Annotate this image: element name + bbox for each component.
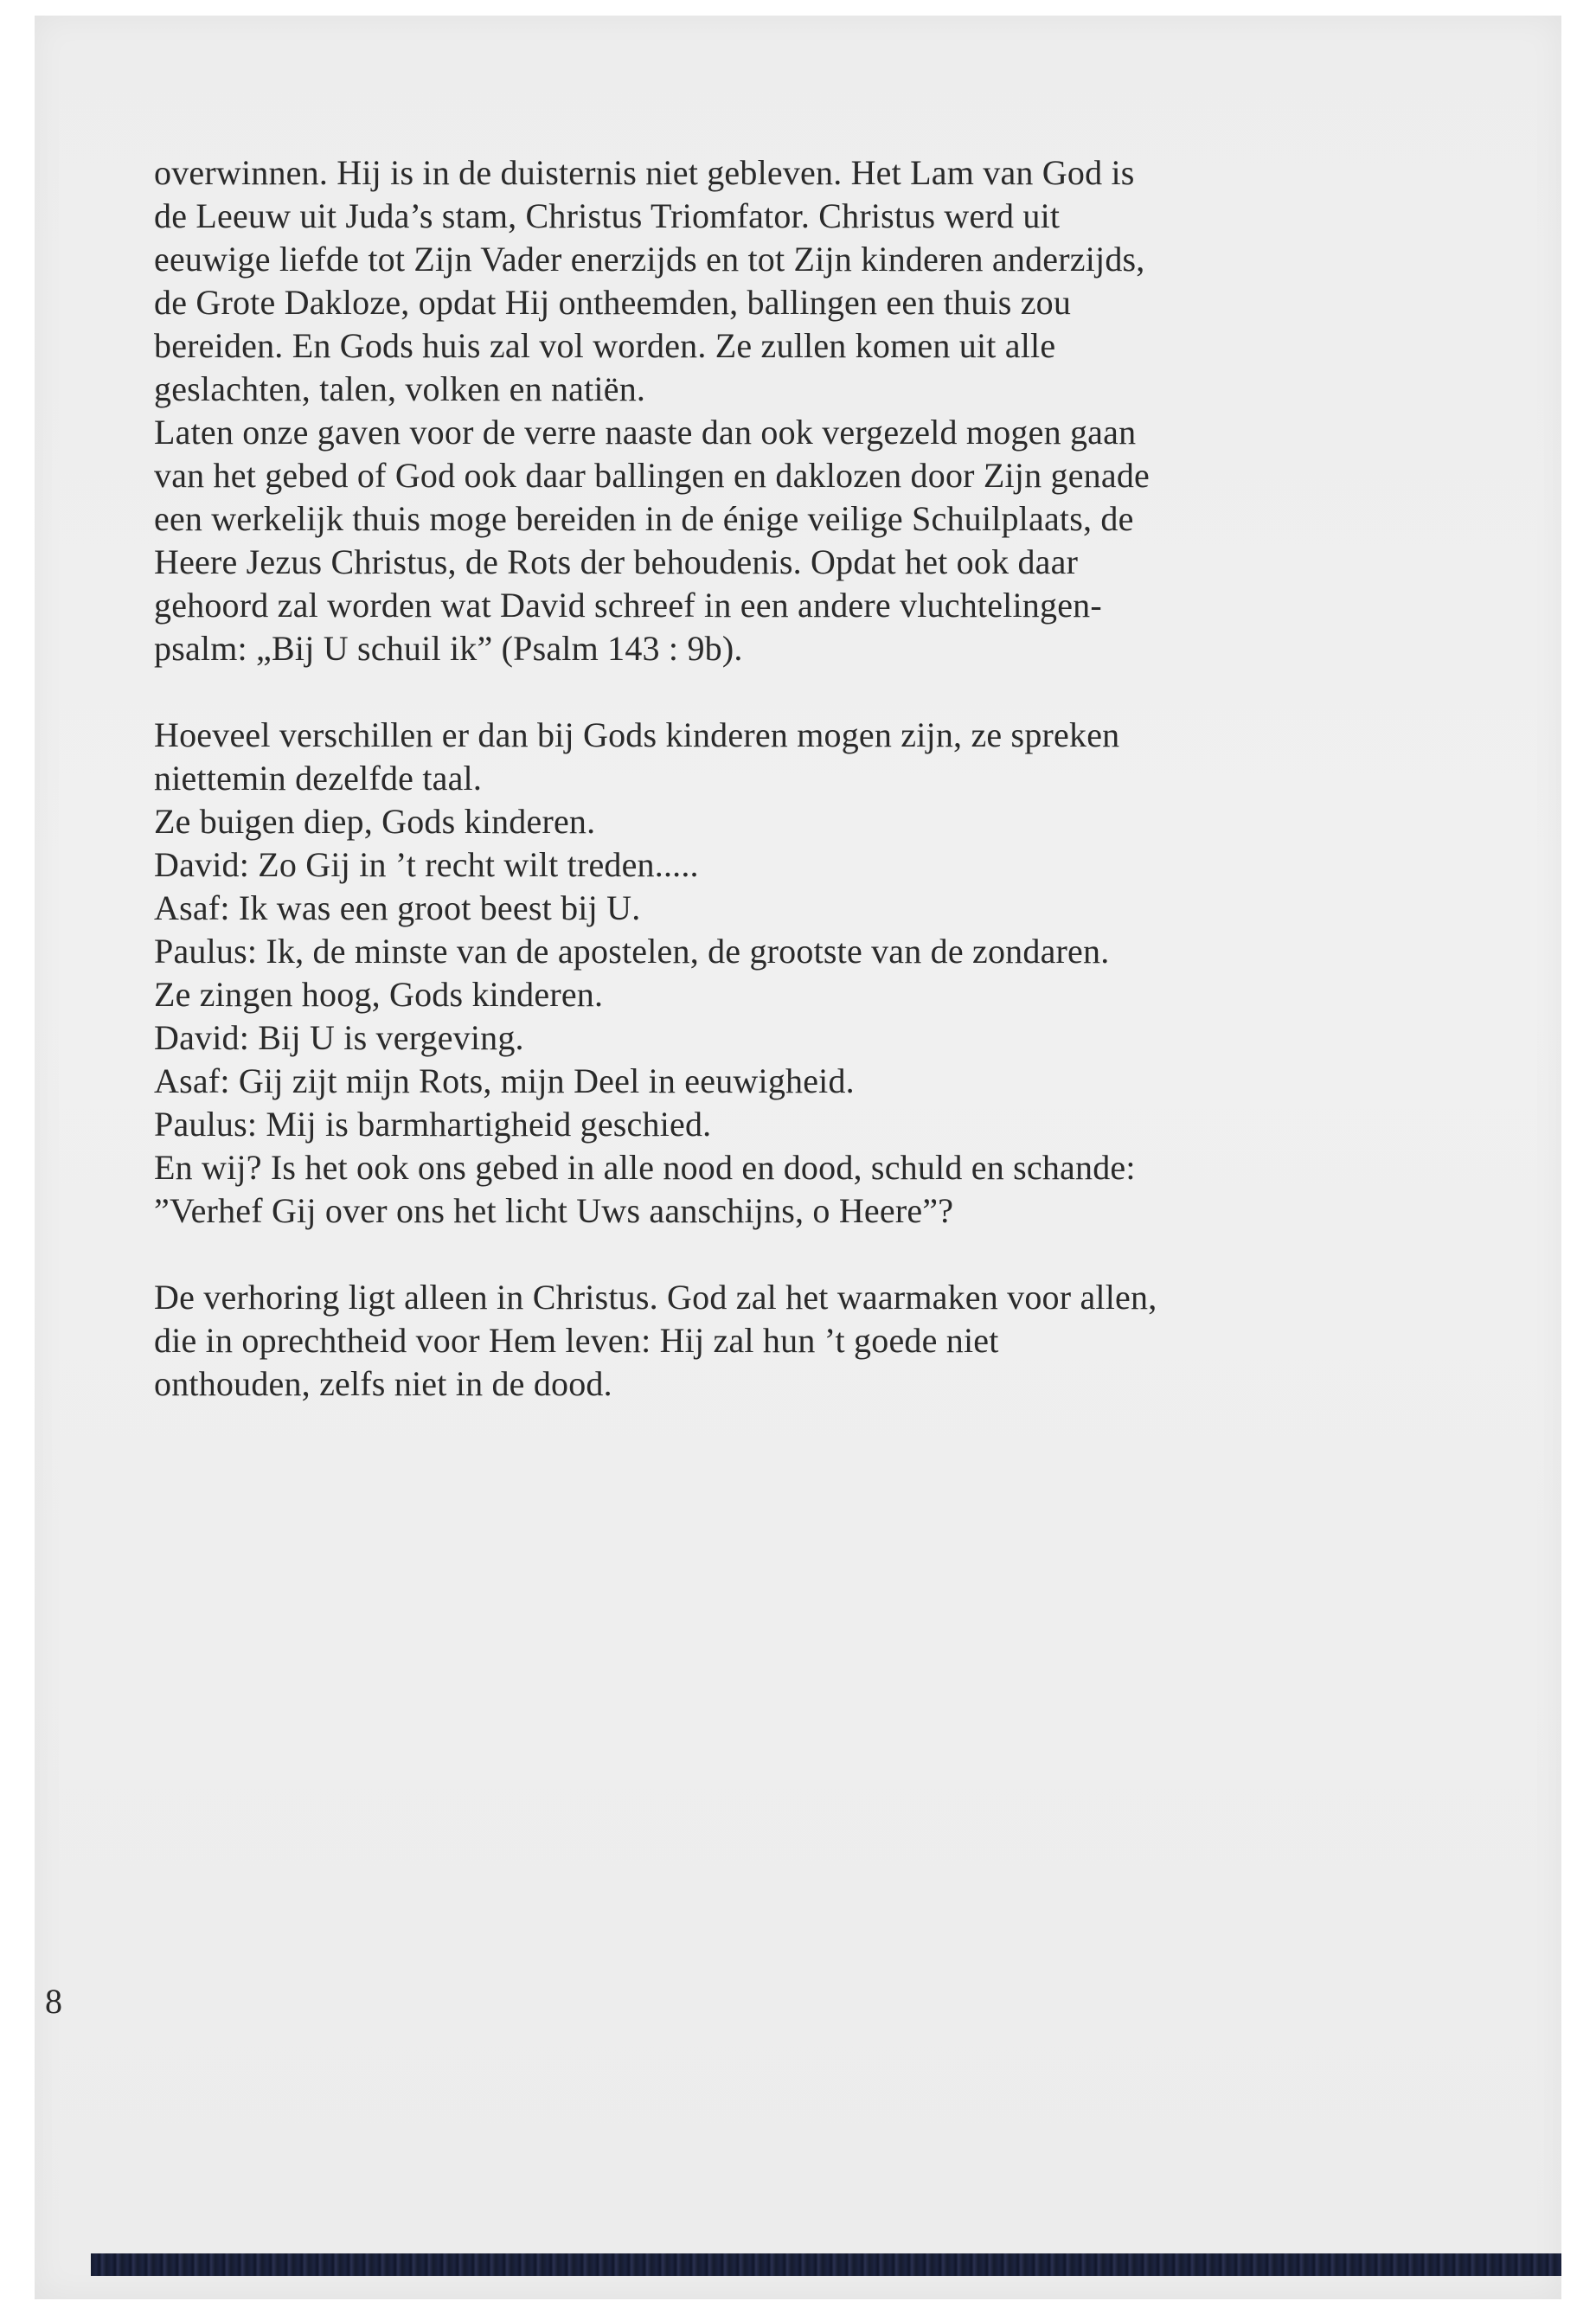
text-line: De verhoring ligt alleen in Christus. God zal het waarmaken voor allen, xyxy=(154,1278,1157,1317)
text-line: geslachten, talen, volken en natiën. xyxy=(154,369,646,408)
text-line: Asaf: Gij zijt mijn Rots, mijn Deel in eeuwigheid. xyxy=(154,1061,855,1100)
page-number: 8 xyxy=(45,1982,62,2021)
text-line: David: Bij U is vergeving. xyxy=(154,1018,524,1057)
text-line: Paulus: Ik, de minste van de apostelen, de grootste van de zondaren. xyxy=(154,932,1110,971)
page-bottom-edge xyxy=(91,2253,1561,2276)
paragraph-gap xyxy=(154,670,1417,714)
text-line: een werkelijk thuis moge bereiden in de énige veilige Schuilplaats, de xyxy=(154,499,1134,538)
paragraph-1 xyxy=(154,151,1417,670)
text-line: En wij? Is het ook ons gebed in alle nood en dood, schuld en schande: xyxy=(154,1148,1136,1187)
text-line: niettemin dezelfde taal. xyxy=(154,759,483,798)
text-line: Paulus: Mij is barmhartigheid geschied. xyxy=(154,1105,712,1144)
text-line: die in oprechtheid voor Hem leven: Hij zal hun ’t goede niet xyxy=(154,1321,999,1360)
text-line: onthouden, zelfs niet in de dood. xyxy=(154,1364,612,1403)
text-line: Ze zingen hoog, Gods kinderen. xyxy=(154,975,604,1014)
text-line: van het gebed of God ook daar ballingen en daklozen door Zijn genade xyxy=(154,456,1150,495)
text-line: de Grote Dakloze, opdat Hij ontheemden, ballingen een thuis zou xyxy=(154,283,1072,322)
text-line: bereiden. En Gods huis zal vol worden. Ze zullen komen uit alle xyxy=(154,326,1056,365)
text-line: de Leeuw uit Juda’s stam, Christus Triomfator. Christus werd uit xyxy=(154,196,1061,235)
paragraph-gap xyxy=(154,1233,1417,1276)
text-line: gehoord zal worden wat David schreef in een andere vluchtelingen- xyxy=(154,586,1102,625)
text-line: Asaf: Ik was een groot beest bij U. xyxy=(154,888,641,927)
text-line: Hoeveel verschillen er dan bij Gods kinderen mogen zijn, ze spreken xyxy=(154,715,1120,754)
page-body-text xyxy=(154,151,1417,1406)
paragraph-3 xyxy=(154,1276,1417,1406)
text-line: Ze buigen diep, Gods kinderen. xyxy=(154,802,596,841)
text-line: Heere Jezus Christus, de Rots der behoudenis. Opdat het ook daar xyxy=(154,542,1079,581)
text-line: psalm: „Bij U schuil ik” (Psalm 143 : 9b). xyxy=(154,629,743,668)
text-line: eeuwige liefde tot Zijn Vader enerzijds en tot Zijn kinderen anderzijds, xyxy=(154,240,1145,279)
text-line: overwinnen. Hij is in de duisternis niet gebleven. Het Lam van God is xyxy=(154,153,1135,192)
text-line: Laten onze gaven voor de verre naaste dan ook vergezeld mogen gaan xyxy=(154,413,1137,452)
text-line: ”Verhef Gij over ons het licht Uws aanschijns, o Heere”? xyxy=(154,1191,954,1230)
paragraph-2 xyxy=(154,714,1417,1233)
text-line: David: Zo Gij in ’t recht wilt treden..... xyxy=(154,845,699,884)
